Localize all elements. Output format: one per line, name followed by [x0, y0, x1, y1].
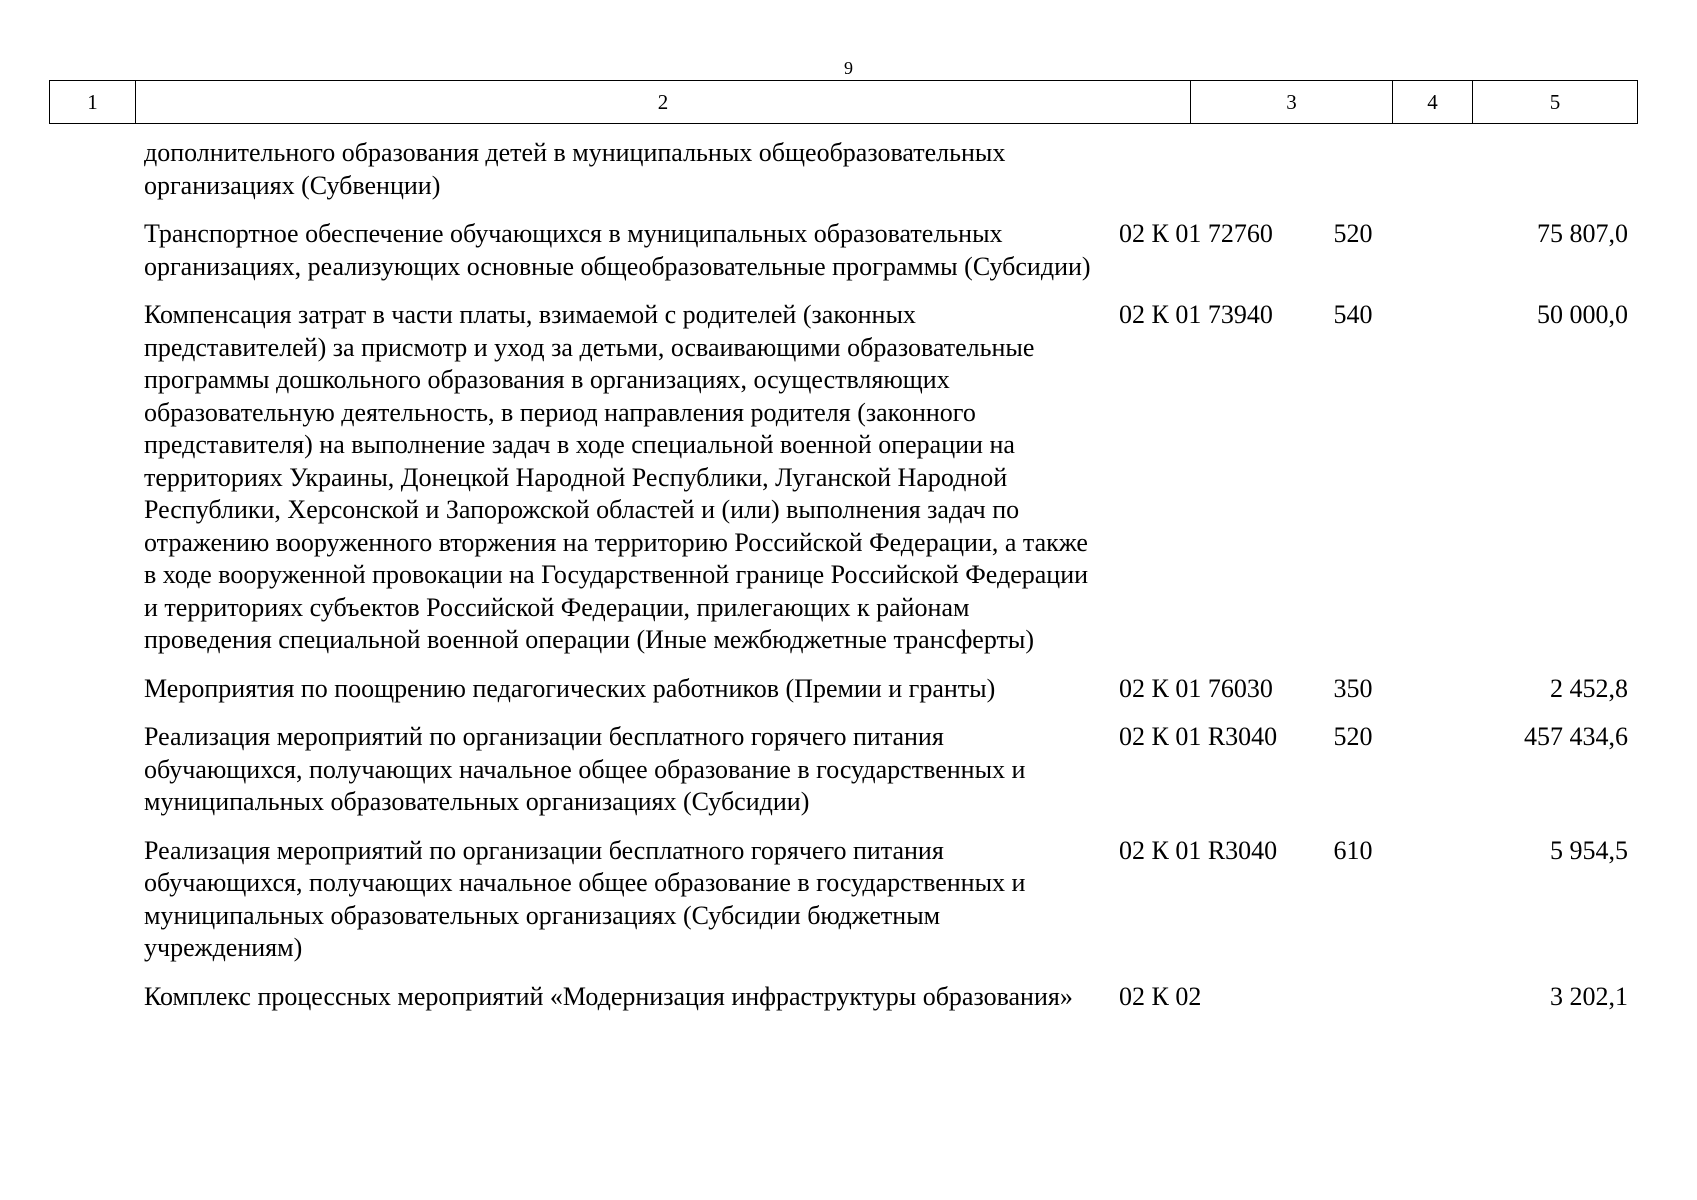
- row-code: 02 К 01 73940: [1119, 300, 1273, 329]
- row-code: 02 К 01 76030: [1119, 673, 1273, 703]
- header-col-2: 2: [136, 81, 1191, 124]
- row-name: Транспортное обеспечение обучающихся в муниципальных образовательных организациях, реализующих основные общеобразовательные программы (Субсидии): [144, 219, 1091, 281]
- row-code: 02 К 01 R3040: [1119, 722, 1278, 751]
- header-col-4: 4: [1393, 81, 1473, 124]
- row-sum: 50 000,0: [1537, 300, 1628, 329]
- row-name: Мероприятия по поощрению педагогических работников (Премии и гранты): [144, 673, 996, 703]
- row-sum: 3 202,1: [1550, 981, 1628, 1011]
- row-expense-type: 610: [1333, 835, 1373, 865]
- row-name: Комплекс процессных мероприятий «Модернизация инфраструктуры образования»: [144, 981, 1073, 1011]
- row-sum: 75 807,0: [1537, 219, 1628, 248]
- row-expense-type: 520: [1333, 722, 1373, 751]
- row-code: 02 К 02: [1119, 981, 1202, 1011]
- table-row: [49, 137, 1637, 202]
- budget-rows: [49, 137, 1637, 1029]
- row-name: Компенсация затрат в части платы, взимаемой с родителей (законных представителей) за присмотр и уход за детьми, осваивающими образовательные программы дошкольного образования в организациях, осуществляющих образовательную деятельность, в период направления родителя (законного представителя) на выполнение задач в ходе специальной военной операции на территориях Украины, Донецкой Народной Республики, Луганской Народной Республики, Херсонской и Запорожской областей и (или) выполнения задач по отражению вооруженного вторжения на территорию Российской Федерации, а также в ходе вооруженной провокации на Государственной границе Российской Федерации и территориях субъектов Российской Федерации, прилегающих к районам проведения специальной военной операции (Иные межбюджетные трансферты): [144, 300, 1089, 654]
- table-row: [49, 835, 1637, 965]
- column-header-table: [49, 80, 1638, 124]
- row-name: Реализация мероприятий по организации бесплатного горячего питания обучающихся, получающих начальное общее образование в государственных и муниципальных образовательных организациях (Субсидии бюджетным учреждениям): [144, 835, 1026, 962]
- header-col-5: 5: [1473, 81, 1638, 124]
- row-code: [1111, 137, 1313, 202]
- column-header-row: [50, 81, 1638, 124]
- row-expense-type: [1313, 137, 1393, 202]
- row-sum: [1393, 137, 1637, 202]
- header-col-1: 1: [50, 81, 136, 124]
- table-row: [49, 218, 1637, 283]
- row-name: дополнительного образования детей в муниципальных общеобразовательных организациях (Субвенции): [144, 138, 1006, 200]
- header-col-3: 3: [1191, 81, 1393, 124]
- page-number: 9: [844, 58, 853, 78]
- row-sum: 457 434,6: [1524, 722, 1628, 751]
- row-sum: 2 452,8: [1550, 673, 1628, 703]
- row-code: 02 К 01 R3040: [1119, 835, 1278, 865]
- row-expense-type: 540: [1333, 300, 1373, 329]
- table-row: [49, 721, 1637, 819]
- row-sum: 5 954,5: [1550, 835, 1628, 865]
- table-row: [49, 299, 1637, 657]
- row-expense-type: 350: [1333, 673, 1373, 703]
- row-code: 02 К 01 72760: [1119, 219, 1273, 248]
- table-row: [49, 981, 1637, 1014]
- table-row: [49, 673, 1637, 706]
- row-expense-type: 520: [1333, 219, 1373, 248]
- row-name: Реализация мероприятий по организации бесплатного горячего питания обучающихся, получающих начальное общее образование в государственных и муниципальных образовательных организациях (Субсидии): [144, 722, 1026, 816]
- row-expense-type: [1313, 981, 1393, 1014]
